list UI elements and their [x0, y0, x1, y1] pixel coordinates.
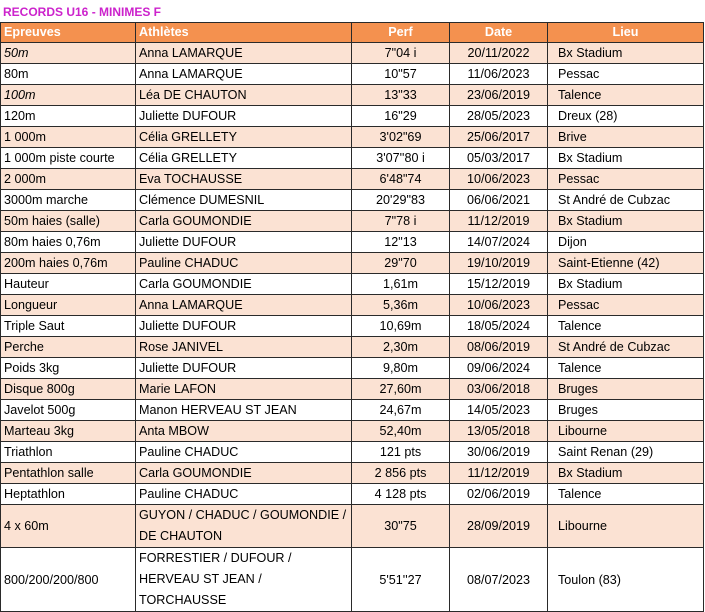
cell-athlete: Marie LAFON — [136, 379, 352, 400]
cell-epreuve: Marteau 3kg — [1, 421, 136, 442]
cell-lieu: Talence — [548, 316, 704, 337]
records-table-body — [1, 43, 704, 612]
table-row — [1, 337, 704, 358]
cell-lieu: Bx Stadium — [548, 148, 704, 169]
cell-epreuve: Triathlon — [1, 442, 136, 463]
cell-date: 14/07/2024 — [450, 232, 548, 253]
cell-date: 02/06/2019 — [450, 484, 548, 505]
sheet-title: RECORDS U16 - MINIMES F — [3, 5, 162, 19]
cell-athlete: Clémence DUMESNIL — [136, 190, 352, 211]
cell-athlete: Anta MBOW — [136, 421, 352, 442]
cell-epreuve: Hauteur — [1, 274, 136, 295]
cell-date: 19/10/2019 — [450, 253, 548, 274]
cell-perf: 52,40m — [352, 421, 450, 442]
column-header-date: Date — [450, 23, 548, 43]
cell-perf: 3'02"69 — [352, 127, 450, 148]
cell-athlete: Anna LAMARQUE — [136, 64, 352, 85]
cell-date: 14/05/2023 — [450, 400, 548, 421]
cell-athlete: Célia GRELLETY — [136, 148, 352, 169]
cell-epreuve: 120m — [1, 106, 136, 127]
cell-lieu: Bruges — [548, 400, 704, 421]
table-row — [1, 484, 704, 505]
cell-lieu: Dreux (28) — [548, 106, 704, 127]
cell-athlete: Anna LAMARQUE — [136, 43, 352, 64]
cell-epreuve: Heptathlon — [1, 484, 136, 505]
cell-date: 11/06/2023 — [450, 64, 548, 85]
cell-date: 09/06/2024 — [450, 358, 548, 379]
table-row — [1, 253, 704, 274]
cell-perf: 24,67m — [352, 400, 450, 421]
cell-perf: 9,80m — [352, 358, 450, 379]
cell-athlete: Carla GOUMONDIE — [136, 274, 352, 295]
table-row — [1, 232, 704, 253]
cell-date: 10/06/2023 — [450, 169, 548, 190]
cell-date: 10/06/2023 — [450, 295, 548, 316]
cell-epreuve: Disque 800g — [1, 379, 136, 400]
cell-athlete: Eva TOCHAUSSE — [136, 169, 352, 190]
cell-epreuve: Javelot 500g — [1, 400, 136, 421]
cell-date: 23/06/2019 — [450, 85, 548, 106]
table-row — [1, 548, 704, 612]
cell-date: 20/11/2022 — [450, 43, 548, 64]
cell-lieu: Libourne — [548, 421, 704, 442]
cell-athlete: Juliette DUFOUR — [136, 316, 352, 337]
cell-epreuve: 4 x 60m — [1, 505, 136, 548]
table-row — [1, 463, 704, 484]
table-row — [1, 379, 704, 400]
table-row — [1, 274, 704, 295]
table-row — [1, 316, 704, 337]
cell-lieu: Pessac — [548, 295, 704, 316]
cell-epreuve: 50m — [1, 43, 136, 64]
cell-athlete: FORRESTIER / DUFOUR / HERVEAU ST JEAN / TORCHAUSSE — [136, 548, 352, 612]
cell-perf: 1,61m — [352, 274, 450, 295]
records-table — [0, 22, 704, 612]
cell-athlete: Rose JANIVEL — [136, 337, 352, 358]
cell-date: 08/07/2023 — [450, 548, 548, 612]
cell-epreuve: Perche — [1, 337, 136, 358]
table-row — [1, 421, 704, 442]
cell-perf: 121 pts — [352, 442, 450, 463]
cell-epreuve: Poids 3kg — [1, 358, 136, 379]
cell-lieu: Saint-Etienne (42) — [548, 253, 704, 274]
cell-epreuve: 80m — [1, 64, 136, 85]
cell-date: 30/06/2019 — [450, 442, 548, 463]
table-row — [1, 85, 704, 106]
cell-perf: 30"75 — [352, 505, 450, 548]
table-row — [1, 64, 704, 85]
cell-lieu: St André de Cubzac — [548, 337, 704, 358]
cell-lieu: Bx Stadium — [548, 463, 704, 484]
cell-epreuve: Pentathlon salle — [1, 463, 136, 484]
cell-perf: 20'29"83 — [352, 190, 450, 211]
cell-perf: 3'07''80 i — [352, 148, 450, 169]
table-row — [1, 400, 704, 421]
cell-lieu: Talence — [548, 484, 704, 505]
cell-perf: 29"70 — [352, 253, 450, 274]
cell-lieu: Pessac — [548, 169, 704, 190]
cell-athlete: Anna LAMARQUE — [136, 295, 352, 316]
cell-epreuve: 50m haies (salle) — [1, 211, 136, 232]
cell-epreuve: 200m haies 0,76m — [1, 253, 136, 274]
cell-date: 08/06/2019 — [450, 337, 548, 358]
cell-date: 15/12/2019 — [450, 274, 548, 295]
column-header-perf: Perf — [352, 23, 450, 43]
cell-perf: 5,36m — [352, 295, 450, 316]
cell-date: 28/09/2019 — [450, 505, 548, 548]
cell-athlete: Juliette DUFOUR — [136, 358, 352, 379]
cell-athlete: Carla GOUMONDIE — [136, 211, 352, 232]
cell-date: 18/05/2024 — [450, 316, 548, 337]
cell-date: 11/12/2019 — [450, 463, 548, 484]
cell-lieu: Saint Renan (29) — [548, 442, 704, 463]
table-row — [1, 211, 704, 232]
cell-athlete: Manon HERVEAU ST JEAN — [136, 400, 352, 421]
cell-date: 28/05/2023 — [450, 106, 548, 127]
table-row — [1, 190, 704, 211]
cell-lieu: Bx Stadium — [548, 211, 704, 232]
table-row — [1, 295, 704, 316]
cell-lieu: Talence — [548, 358, 704, 379]
cell-epreuve: 1 000m — [1, 127, 136, 148]
cell-lieu: Brive — [548, 127, 704, 148]
cell-date: 05/03/2017 — [450, 148, 548, 169]
cell-athlete: Juliette DUFOUR — [136, 106, 352, 127]
cell-perf: 4 128 pts — [352, 484, 450, 505]
cell-lieu: Talence — [548, 85, 704, 106]
cell-lieu: Bx Stadium — [548, 274, 704, 295]
cell-perf: 6'48"74 — [352, 169, 450, 190]
cell-perf: 2 856 pts — [352, 463, 450, 484]
cell-perf: 27,60m — [352, 379, 450, 400]
cell-athlete: Pauline CHADUC — [136, 484, 352, 505]
column-header-lieu: Lieu — [548, 23, 704, 43]
cell-date: 03/06/2018 — [450, 379, 548, 400]
cell-epreuve: 3000m marche — [1, 190, 136, 211]
table-row — [1, 505, 704, 548]
cell-athlete: Pauline CHADUC — [136, 253, 352, 274]
column-header-athletes: Athlètes — [136, 23, 352, 43]
cell-athlete: Pauline CHADUC — [136, 442, 352, 463]
cell-lieu: Dijon — [548, 232, 704, 253]
header-row — [1, 23, 704, 43]
column-header-epreuves: Epreuves — [1, 23, 136, 43]
cell-epreuve: 1 000m piste courte — [1, 148, 136, 169]
table-row — [1, 169, 704, 190]
cell-lieu: Bx Stadium — [548, 43, 704, 64]
cell-lieu: Pessac — [548, 64, 704, 85]
cell-perf: 13"33 — [352, 85, 450, 106]
cell-date: 25/06/2017 — [450, 127, 548, 148]
cell-perf: 16"29 — [352, 106, 450, 127]
cell-athlete: Léa DE CHAUTON — [136, 85, 352, 106]
table-row — [1, 43, 704, 64]
cell-perf: 2,30m — [352, 337, 450, 358]
cell-epreuve: Triple Saut — [1, 316, 136, 337]
cell-perf: 10"57 — [352, 64, 450, 85]
cell-athlete: Célia GRELLETY — [136, 127, 352, 148]
cell-epreuve: 2 000m — [1, 169, 136, 190]
cell-lieu: Bruges — [548, 379, 704, 400]
table-row — [1, 106, 704, 127]
cell-athlete: Juliette DUFOUR — [136, 232, 352, 253]
cell-epreuve: Longueur — [1, 295, 136, 316]
cell-lieu: Libourne — [548, 505, 704, 548]
cell-perf: 7"78 i — [352, 211, 450, 232]
cell-athlete: GUYON / CHADUC / GOUMONDIE / DE CHAUTON — [136, 505, 352, 548]
cell-lieu: St André de Cubzac — [548, 190, 704, 211]
table-row — [1, 148, 704, 169]
cell-epreuve: 800/200/200/800 — [1, 548, 136, 612]
cell-date: 13/05/2018 — [450, 421, 548, 442]
cell-athlete: Carla GOUMONDIE — [136, 463, 352, 484]
cell-date: 06/06/2021 — [450, 190, 548, 211]
cell-date: 11/12/2019 — [450, 211, 548, 232]
cell-perf: 5'51''27 — [352, 548, 450, 612]
cell-perf: 7"04 i — [352, 43, 450, 64]
table-row — [1, 358, 704, 379]
table-row — [1, 442, 704, 463]
cell-perf: 12"13 — [352, 232, 450, 253]
cell-epreuve: 80m haies 0,76m — [1, 232, 136, 253]
cell-lieu: Toulon (83) — [548, 548, 704, 612]
cell-epreuve: 100m — [1, 85, 136, 106]
table-row — [1, 127, 704, 148]
cell-perf: 10,69m — [352, 316, 450, 337]
